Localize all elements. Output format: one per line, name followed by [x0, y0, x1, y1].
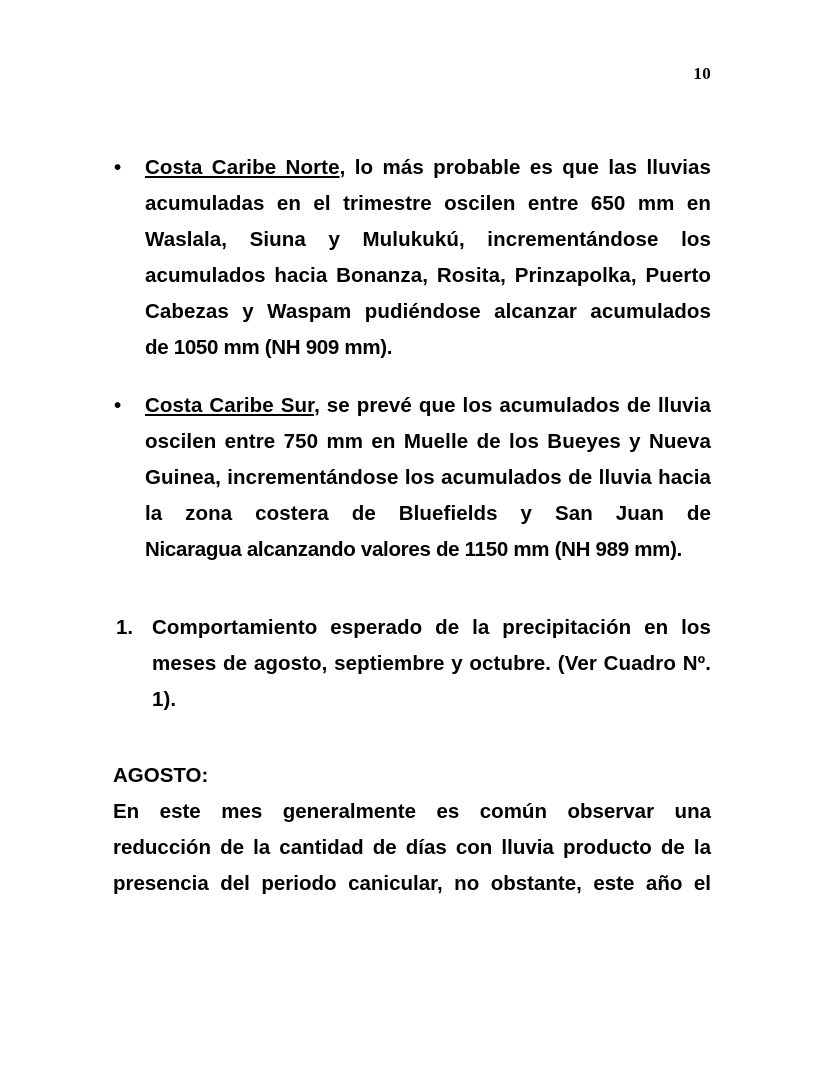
page-number: 10	[693, 64, 711, 83]
numbered-item-marker: 1.	[116, 616, 134, 639]
bullet-last-line: de 1050 mm (NH 909 mm).	[145, 336, 393, 359]
bullet-item-costa-caribe-norte	[113, 150, 711, 366]
bullet-body-text: , lo más probable es que las lluvias acumuladas en el trimestre oscilen entre 650 mm en Waslala, Siuna y Mulukukú, incrementándose los acumulados hacia Bonanza, Rosita, Prinzapolka, Puerto Cabezas y Waspam pudiéndose alcanzar acumulados	[145, 156, 711, 323]
bullet-lead-underlined: Costa Caribe Sur	[145, 394, 315, 417]
bullet-marker: •	[114, 394, 122, 417]
bullet-last-line: Nicaragua alcanzando valores de 1150 mm (NH 989 mm).	[145, 538, 682, 561]
bullet-body-text: , se prevé que los acumulados de lluvia oscilen entre 750 mm en Muelle de los Bueyes y Nueva Guinea, incrementándose los acumulados de lluvia hacia la zona costera de Bluefields y San Juan de	[145, 394, 711, 525]
section-agosto	[113, 758, 711, 938]
bullet-marker: •	[114, 156, 122, 179]
bullet-text	[145, 150, 711, 366]
bullet-lead-underlined: Costa Caribe Norte	[145, 156, 340, 179]
section-paragraph	[113, 794, 711, 938]
numbered-item-1	[113, 610, 711, 718]
bullet-item-costa-caribe-sur	[113, 388, 711, 568]
numbered-item-text: Comportamiento esperado de la precipitación en los meses de agosto, septiembre y octubre. (Ver Cuadro Nº. 1).	[152, 616, 711, 711]
section-paragraph-text: En este mes generalmente es común observar una reducción de la cantidad de días con lluvia producto de la presencia del periodo canicular, no obstante, este año el	[113, 800, 711, 895]
page-content	[113, 150, 711, 938]
bullet-text	[145, 388, 711, 568]
section-heading: AGOSTO:	[113, 764, 209, 787]
